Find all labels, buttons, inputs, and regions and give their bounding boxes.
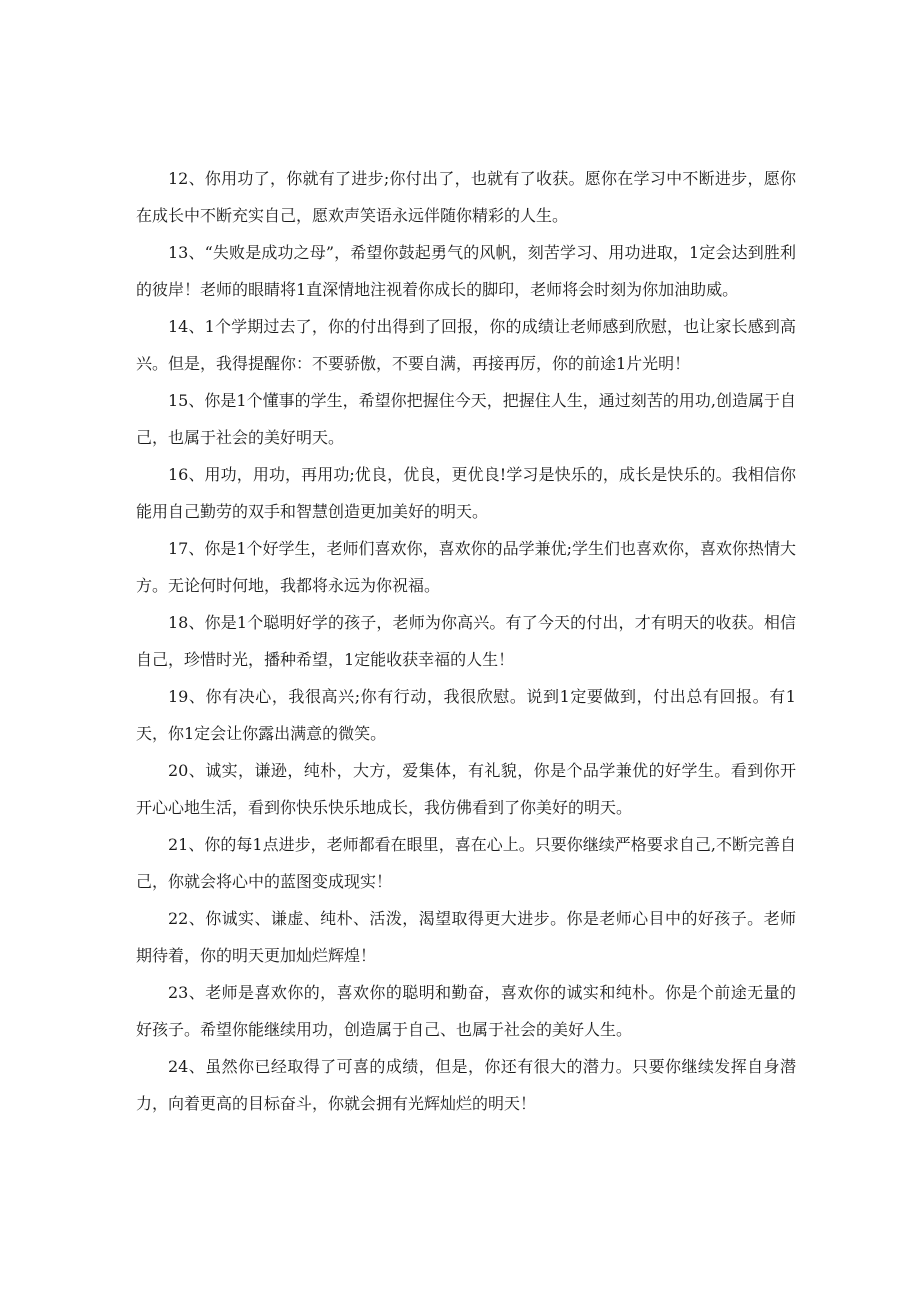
paragraph-17: 17、你是1个好学生，老师们喜欢你，喜欢你的品学兼优;学生们也喜欢你，喜欢你热情大方。无论何时何地，我都将永远为你祝福。 bbox=[136, 539, 796, 595]
paragraph-14: 14、1个学期过去了，你的付出得到了回报，你的成绩让老师感到欣慰，也让家长感到高兴。但是，我得提醒你：不要骄傲，不要自满，再接再厉，你的前途1片光明！ bbox=[136, 317, 796, 373]
paragraph-19: 19、你有决心，我很高兴;你有行动，我很欣慰。说到1定要做到，付出总有回报。有1天，你1定会让你露出满意的微笑。 bbox=[136, 687, 796, 743]
paragraph-18: 18、你是1个聪明好学的孩子，老师为你高兴。有了今天的付出，才有明天的收获。相信自己，珍惜时光，播种希望，1定能收获幸福的人生！ bbox=[136, 613, 796, 669]
paragraph-21: 21、你的每1点进步，老师都看在眼里，喜在心上。只要你继续严格要求自己,不断完善自己，你就会将心中的蓝图变成现实！ bbox=[136, 835, 796, 891]
paragraph-16: 16、用功，用功，再用功;优良，优良，更优良!学习是快乐的，成长是快乐的。我相信你能用自己勤劳的双手和智慧创造更加美好的明天。 bbox=[136, 465, 796, 521]
paragraph-15: 15、你是1个懂事的学生，希望你把握住今天，把握住人生，通过刻苦的用功,创造属于自己，也属于社会的美好明天。 bbox=[136, 391, 796, 447]
paragraph-22: 22、你诚实、谦虚、纯朴、活泼，渴望取得更大进步。你是老师心目中的好孩子。老师期待着，你的明天更加灿烂辉煌！ bbox=[136, 909, 796, 965]
document-body bbox=[136, 160, 796, 1122]
paragraph-23: 23、老师是喜欢你的，喜欢你的聪明和勤奋，喜欢你的诚实和纯朴。你是个前途无量的好孩子。希望你能继续用功，创造属于自己、也属于社会的美好人生。 bbox=[136, 983, 796, 1039]
paragraph-13: 13、“失败是成功之母”，希望你鼓起勇气的风帆，刻苦学习、用功进取，1定会达到胜利的彼岸！老师的眼睛将1直深情地注视着你成长的脚印，老师将会时刻为你加油助威。 bbox=[136, 243, 796, 299]
paragraph-20: 20、诚实，谦逊，纯朴，大方，爱集体，有礼貌，你是个品学兼优的好学生。看到你开开心心地生活，看到你快乐快乐地成长，我仿佛看到了你美好的明天。 bbox=[136, 761, 796, 817]
paragraph-12: 12、你用功了，你就有了进步;你付出了，也就有了收获。愿你在学习中不断进步，愿你在成长中不断充实自己，愿欢声笑语永远伴随你精彩的人生。 bbox=[136, 169, 796, 225]
paragraph-24: 24、虽然你已经取得了可喜的成绩，但是，你还有很大的潜力。只要你继续发挥自身潜力，向着更高的目标奋斗，你就会拥有光辉灿烂的明天！ bbox=[136, 1057, 796, 1113]
